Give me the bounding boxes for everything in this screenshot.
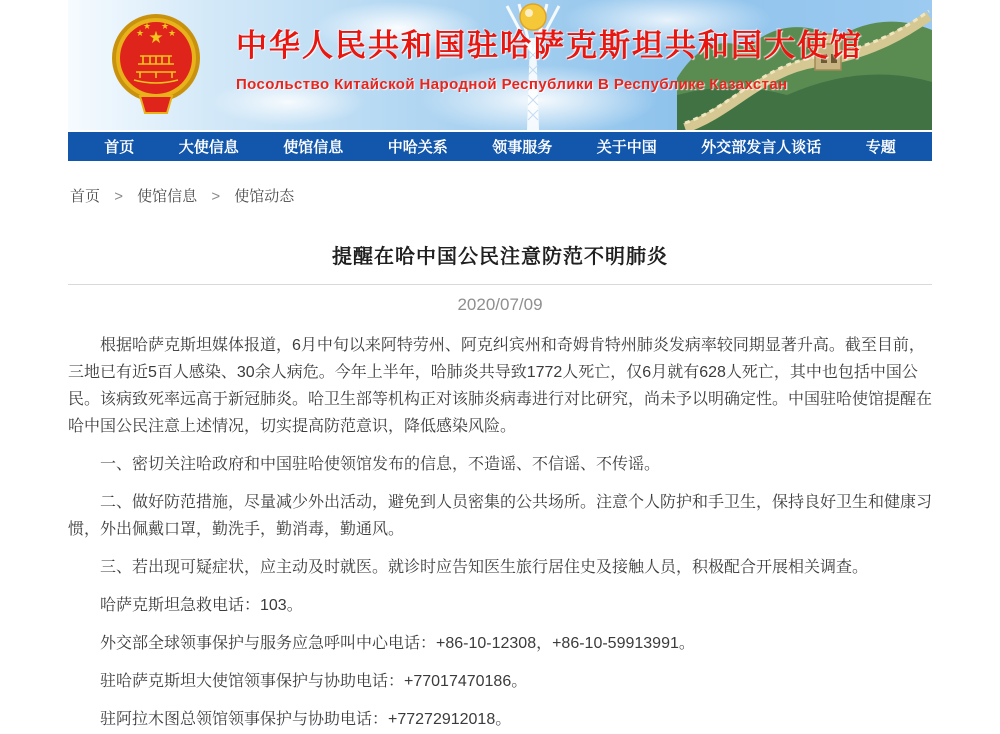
page	[68, 0, 932, 733]
nav-item-home[interactable]: 首页	[104, 139, 135, 156]
nav-item-consular-services[interactable]: 领事服务	[492, 139, 553, 156]
breadcrumb	[70, 185, 932, 206]
site-title-ru: Посольство Китайской Народной Республики В Республике Казахстан	[236, 76, 788, 93]
article-paragraph: 驻阿拉木图总领馆领事保护与协助电话：+77272912018。	[100, 711, 512, 728]
breadcrumb-separator: >	[114, 188, 123, 205]
article	[68, 240, 932, 733]
banner-text	[236, 20, 863, 93]
nav-item-about-china[interactable]: 关于中国	[596, 139, 657, 156]
divider	[68, 284, 932, 285]
national-emblem-icon	[110, 12, 202, 116]
article-paragraph: 驻哈萨克斯坦大使馆领事保护与协助电话：+77017470186。	[100, 673, 528, 690]
article-paragraph: 三、若出现可疑症状，应主动及时就医。就诊时应告知医生旅行居住史及接触人员，积极配合开展相关调查。	[100, 559, 869, 576]
article-title: 提醒在哈中国公民注意防范不明肺炎	[332, 246, 668, 268]
nav-item-ambassador-info[interactable]: 大使信息	[178, 139, 239, 156]
breadcrumb-embassy-news[interactable]: 使馆动态	[234, 188, 295, 205]
svg-text:★: ★	[148, 28, 164, 48]
breadcrumb-separator: >	[211, 188, 221, 205]
article-paragraph: 二、做好防范措施，尽量减少外出活动，避免到人员密集的公共场所。注意个人防护和手卫生，保持良好卫生和健康习惯，外出佩戴口罩，勤洗手，勤消毒，勤通风。	[68, 494, 933, 538]
article-paragraph: 外交部全球领事保护与服务应急呼叫中心电话：+86-10-12308，+86-10-59913991。	[100, 635, 695, 652]
breadcrumb-embassy-info[interactable]: 使馆信息	[137, 188, 198, 205]
nav-item-mfa-spokesperson[interactable]: 外交部发言人谈话	[701, 139, 822, 156]
nav-item-embassy-info[interactable]: 使馆信息	[283, 139, 344, 156]
svg-text:★: ★	[160, 22, 170, 32]
nav-item-special-topics[interactable]: 专题	[865, 139, 896, 156]
article-paragraph: 一、密切关注哈政府和中国驻哈使领馆发布的信息，不造谣、不信谣、不传谣。	[100, 456, 661, 473]
site-title-zh: 中华人民共和国驻哈萨克斯坦共和国大使馆	[236, 28, 863, 63]
svg-text:★: ★	[135, 29, 145, 39]
article-paragraph: 哈萨克斯坦急救电话：103。	[100, 597, 303, 614]
article-body	[68, 332, 932, 733]
site-banner	[68, 0, 932, 130]
svg-text:★: ★	[167, 29, 177, 39]
article-date: 2020/07/09	[457, 295, 543, 314]
breadcrumb-home[interactable]: 首页	[70, 188, 101, 205]
main-nav	[68, 132, 932, 161]
nav-item-china-kazakhstan-relations[interactable]: 中哈关系	[387, 139, 448, 156]
article-paragraph: 根据哈萨克斯坦媒体报道，6月中旬以来阿特劳州、阿克纠宾州和奇姆肯特州肺炎发病率较同期显著升高。截至目前，三地已有近5百人感染、30余人病危。今年上半年，哈肺炎共导致1772人死亡，仅6月就有628人死亡，其中也包括中国公民。该病致死率远高于新冠肺炎。哈卫生部等机构正对该肺炎病毒进行对比研究，尚未予以明确定性。中国驻哈使馆提醒在哈中国公民注意上述情况，切实提高防范意识，降低感染风险。	[68, 337, 933, 435]
svg-text:★: ★	[142, 22, 152, 32]
